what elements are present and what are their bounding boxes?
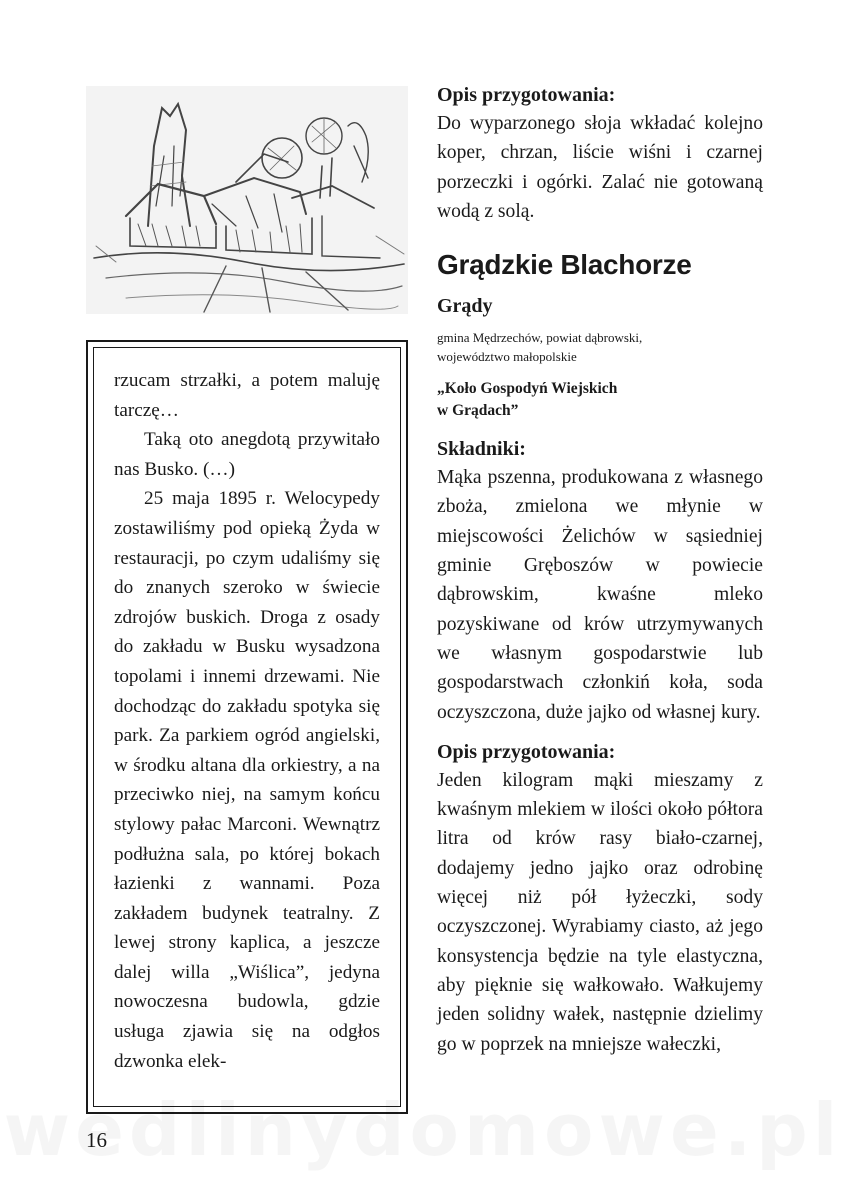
pencil-sketch-illustration xyxy=(86,86,408,314)
recipe-region xyxy=(437,328,763,366)
recipe-title: Grądzkie Blachorze xyxy=(437,249,692,281)
region-line-1: gmina Mędrzechów, powiat dąbrowski, xyxy=(437,330,643,346)
ingredients-heading: Składniki: xyxy=(437,438,526,461)
watermark xyxy=(0,1085,846,1175)
preparation-text: Jeden kilogram mąki mieszamy z kwaśnym mlekiem w ilości około półtora litra od krów rasy biało-czarnej, dodajemy jedno jajko oraz odrobinę więcej niż pół łyżeczki, sody oczyszczonej. Wyrabiamy ciasto, aż jego konsystencja będzie na tyle elastyczna, aby pięknie się wałkowało. Wałkujemy jeden solidny wałek, następnie dzielimy go w poprzek na mniejsze wałeczki, xyxy=(437,769,763,1055)
inset-text xyxy=(114,366,380,1076)
region-line-2: województwo małopolskie xyxy=(437,349,577,365)
previous-preparation-heading: Opis przygotowania: xyxy=(437,84,616,106)
organization-line-1: „Koło Gospodyń Wiejskich xyxy=(437,380,618,398)
inset-paragraph: Taką oto anegdotą przywitało nas Busko. (…) xyxy=(114,429,380,480)
ingredients-text: Mąka pszenna, produkowana z własnego zboża, zmielona we młynie w miejscowości Żelichów w sąsiedniej gminie Gręboszów w powiecie dąbrowskim, kwaśne mleko pozyskiwane od krów utrzymywanych we własnym gospodarstwie lub gospodarstwach członkiń koła, soda oczyszczona, duże jajko od własnej kury. xyxy=(437,467,763,723)
inset-paragraph: 25 maja 1895 r. Welocypedy zostawiliśmy pod opieką Żyda w restauracji, po czym udaliśmy się do znanych szeroko w świecie zdrojów buskich. Droga z osady do zakładu w Busku wysadzona topolami i innemi drzewami. Nie dochodząc do zakładu spotyka się park. Za parkiem ogród angielski, w środku altana dla orkiestry, a na przeciwko niej, na samym końcu stylowy pałac Marconi. Wewnątrz podłużna sala, po której bokach łazienki z wannami. Poza zakładem budynek teatralny. Z lewej strony kaplica, a jeszcze dalej willa „Wiślica”, jedyna nowoczesna budowla, gdzie usługa zjawia się na odgłos dzwonka elek- xyxy=(114,488,380,1072)
recipe-column xyxy=(437,82,763,1059)
page-number: 16 xyxy=(86,1128,107,1152)
recipe-organization xyxy=(437,378,763,422)
inset-paragraph: rzucam strzałki, a potem maluję tarczę… xyxy=(114,370,380,421)
previous-preparation-text: Do wyparzonego słoja wkładać kolejno koper, chrzan, liście wiśni i czarnej porzeczki i ogórki. Zalać nie gotowaną wodą z solą. xyxy=(437,113,763,222)
recipe-place: Grądy xyxy=(437,295,493,318)
preparation-heading: Opis przygotowania: xyxy=(437,740,616,763)
organization-line-2: w Grądach” xyxy=(437,402,519,420)
